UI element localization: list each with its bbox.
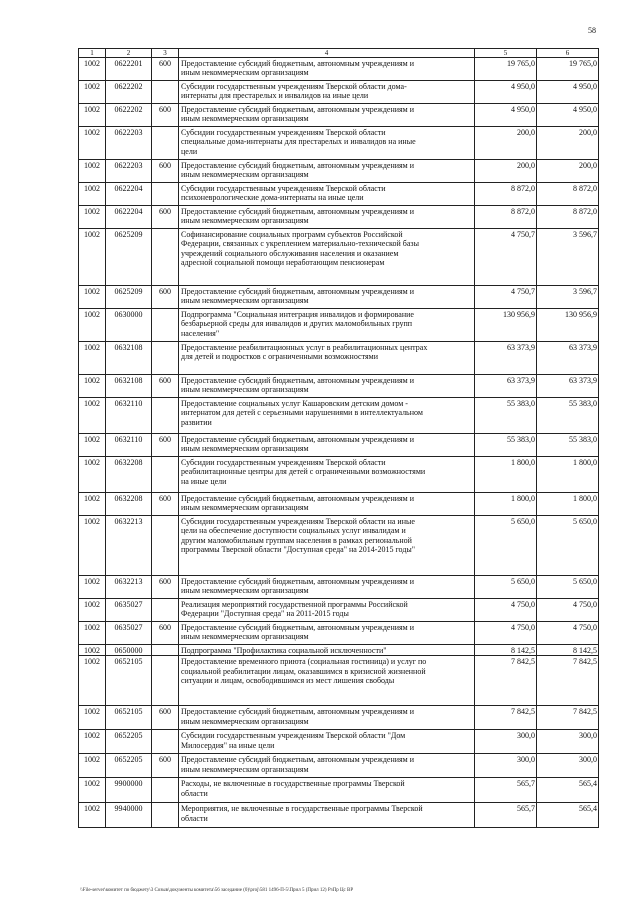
table-row [79, 622, 599, 645]
target-article-cell: 0625209 [106, 229, 152, 286]
amount-1-cell: 63 373,9 [475, 342, 537, 375]
description-cell: Субсидии государственным учреждениям Тверской области "Дом Милосердия" на иные цели [179, 730, 475, 754]
amount-2-cell: 3 596,7 [537, 286, 599, 309]
amount-1-cell: 4 750,0 [475, 599, 537, 622]
section-code-cell: 1002 [79, 160, 106, 183]
section-code-cell: 1002 [79, 206, 106, 229]
table-row [79, 183, 599, 206]
expense-type-cell [152, 127, 179, 160]
amount-2-cell: 8 142,5 [537, 645, 599, 656]
expense-type-cell [152, 398, 179, 434]
description-cell: Предоставление субсидий бюджетным, автономным учреждениям и иным некоммерческим организациям [179, 493, 475, 516]
section-code-cell: 1002 [79, 803, 106, 828]
amount-1-cell: 1 800,0 [475, 457, 537, 493]
table-row [79, 754, 599, 778]
amount-2-cell: 565,4 [537, 778, 599, 803]
amount-2-cell: 565,4 [537, 803, 599, 828]
expense-type-cell: 600 [152, 160, 179, 183]
section-code-cell: 1002 [79, 493, 106, 516]
amount-1-cell: 55 383,0 [475, 398, 537, 434]
section-code-cell: 1002 [79, 434, 106, 457]
section-code-cell: 1002 [79, 457, 106, 493]
expense-type-cell [152, 229, 179, 286]
description-cell: Предоставление субсидий бюджетным, автономным учреждениям и иным некоммерческим организациям [179, 160, 475, 183]
expense-type-cell [152, 309, 179, 342]
amount-1-cell: 300,0 [475, 730, 537, 754]
target-article-cell: 0622203 [106, 160, 152, 183]
amount-2-cell: 4 750,0 [537, 622, 599, 645]
table-row [79, 645, 599, 656]
section-code-cell: 1002 [79, 730, 106, 754]
description-cell: Субсидии государственным учреждениям Тверской области специальные дома-интернаты для престарелых и инвалидов на иные цели [179, 127, 475, 160]
section-code-cell: 1002 [79, 127, 106, 160]
amount-1-cell: 1 800,0 [475, 493, 537, 516]
target-article-cell: 0625209 [106, 286, 152, 309]
section-code-cell: 1002 [79, 286, 106, 309]
target-article-cell: 0652105 [106, 656, 152, 706]
amount-1-cell: 8 872,0 [475, 183, 537, 206]
amount-2-cell: 63 373,9 [537, 342, 599, 375]
section-code-cell: 1002 [79, 342, 106, 375]
description-cell: Подпрограмма "Социальная интеграция инвалидов и формирование безбарьерной среды для инвалидов и других маломобильных групп населения" [179, 309, 475, 342]
section-code-cell: 1002 [79, 778, 106, 803]
target-article-cell: 0632213 [106, 576, 152, 599]
expense-type-cell: 600 [152, 286, 179, 309]
section-code-cell: 1002 [79, 656, 106, 706]
table-row [79, 160, 599, 183]
target-article-cell: 0632208 [106, 457, 152, 493]
target-article-cell: 0622203 [106, 127, 152, 160]
amount-1-cell: 4 950,0 [475, 104, 537, 127]
page-number: 58 [588, 26, 596, 35]
expense-type-cell [152, 342, 179, 375]
table-row [79, 576, 599, 599]
section-code-cell: 1002 [79, 183, 106, 206]
header-cell-section: 1 [79, 49, 106, 58]
budget-table [78, 48, 599, 828]
description-cell: Расходы, не включенные в государственные программы Тверской области [179, 778, 475, 803]
amount-2-cell: 300,0 [537, 730, 599, 754]
description-cell: Подпрограмма "Профилактика социальной исключенности" [179, 645, 475, 656]
expense-type-cell [152, 656, 179, 706]
table-row [79, 778, 599, 803]
amount-2-cell: 4 950,0 [537, 104, 599, 127]
expense-type-cell [152, 778, 179, 803]
amount-1-cell: 5 650,0 [475, 576, 537, 599]
section-code-cell: 1002 [79, 104, 106, 127]
target-article-cell: 0632108 [106, 342, 152, 375]
target-article-cell: 0650000 [106, 645, 152, 656]
target-article-cell: 0632213 [106, 516, 152, 576]
table-row [79, 104, 599, 127]
description-cell: Софинансирование социальных программ субъектов Российской Федерации, связанных с укреплением материально-технической базы учреждений социального обслуживания населения и оказанием адресной социальной помощи неработающим пенсионерам [179, 229, 475, 286]
target-article-cell: 0622202 [106, 81, 152, 104]
description-cell: Субсидии государственным учреждениям Тверской области на иные цели на обеспечение доступности социальных услуг инвалидам и другим маломобильным группам населения в рамках региональной программы Тверской области "Доступная среда" на 2014-2015 годы" [179, 516, 475, 576]
amount-2-cell: 300,0 [537, 754, 599, 778]
target-article-cell: 0630000 [106, 309, 152, 342]
table-row [79, 730, 599, 754]
section-code-cell: 1002 [79, 398, 106, 434]
section-code-cell: 1002 [79, 229, 106, 286]
description-cell: Предоставление субсидий бюджетным, автономным учреждениям и иным некоммерческим организациям [179, 286, 475, 309]
expense-type-cell: 600 [152, 375, 179, 398]
section-code-cell: 1002 [79, 81, 106, 104]
expense-type-cell [152, 457, 179, 493]
expense-type-cell: 600 [152, 493, 179, 516]
expense-type-cell: 600 [152, 58, 179, 81]
table-row [79, 206, 599, 229]
amount-1-cell: 200,0 [475, 127, 537, 160]
section-code-cell: 1002 [79, 576, 106, 599]
table-row [79, 656, 599, 706]
table-row [79, 309, 599, 342]
section-code-cell: 1002 [79, 599, 106, 622]
amount-2-cell: 8 872,0 [537, 183, 599, 206]
target-article-cell: 0652205 [106, 730, 152, 754]
target-article-cell: 0622204 [106, 206, 152, 229]
amount-1-cell: 4 950,0 [475, 81, 537, 104]
section-code-cell: 1002 [79, 706, 106, 730]
description-cell: Субсидии государственным учреждениям Тверской области психоневрологические дома-интернаты на иные цели [179, 183, 475, 206]
amount-2-cell: 1 800,0 [537, 457, 599, 493]
section-code-cell: 1002 [79, 754, 106, 778]
target-article-cell: 9900000 [106, 778, 152, 803]
expense-type-cell: 600 [152, 706, 179, 730]
expense-type-cell [152, 183, 179, 206]
expense-type-cell: 600 [152, 754, 179, 778]
expense-type-cell [152, 730, 179, 754]
description-cell: Предоставление субсидий бюджетным, автономным учреждениям и иным некоммерческим организациям [179, 576, 475, 599]
amount-2-cell: 200,0 [537, 127, 599, 160]
section-code-cell: 1002 [79, 516, 106, 576]
table-row [79, 229, 599, 286]
header-cell-amount-1: 5 [475, 49, 537, 58]
target-article-cell: 0632208 [106, 493, 152, 516]
amount-1-cell: 8 872,0 [475, 206, 537, 229]
amount-2-cell: 5 650,0 [537, 576, 599, 599]
header-cell-target-article: 2 [106, 49, 152, 58]
table-row [79, 803, 599, 828]
amount-1-cell: 63 373,9 [475, 375, 537, 398]
amount-1-cell: 19 765,0 [475, 58, 537, 81]
description-cell: Предоставление субсидий бюджетным, автономным учреждениям и иным некоммерческим организациям [179, 434, 475, 457]
section-code-cell: 1002 [79, 375, 106, 398]
target-article-cell: 9940000 [106, 803, 152, 828]
expense-type-cell [152, 599, 179, 622]
amount-1-cell: 565,7 [475, 803, 537, 828]
amount-2-cell: 3 596,7 [537, 229, 599, 286]
target-article-cell: 0652205 [106, 754, 152, 778]
amount-1-cell: 5 650,0 [475, 516, 537, 576]
description-cell: Предоставление субсидий бюджетным, автономным учреждениям и иным некоммерческим организациям [179, 104, 475, 127]
description-cell: Субсидии государственным учреждениям Тверской области дома- интернаты для престарелых и инвалидов на иные цели [179, 81, 475, 104]
table-row [79, 706, 599, 730]
header-row [79, 49, 599, 58]
header-cell-expense-type: 3 [152, 49, 179, 58]
table-row [79, 58, 599, 81]
amount-1-cell: 565,7 [475, 778, 537, 803]
amount-1-cell: 4 750,0 [475, 622, 537, 645]
amount-2-cell: 130 956,9 [537, 309, 599, 342]
description-cell: Предоставление социальных услуг Кашаровским детским домом - интернатом для детей с серьезными нарушениями в интеллектуальном развитии [179, 398, 475, 434]
amount-2-cell: 1 800,0 [537, 493, 599, 516]
target-article-cell: 0635027 [106, 599, 152, 622]
description-cell: Предоставление субсидий бюджетным, автономным учреждениям и иным некоммерческим организациям [179, 622, 475, 645]
table-row [79, 286, 599, 309]
table-row [79, 127, 599, 160]
amount-1-cell: 55 383,0 [475, 434, 537, 457]
amount-2-cell: 55 383,0 [537, 434, 599, 457]
table-row [79, 493, 599, 516]
target-article-cell: 0632108 [106, 375, 152, 398]
target-article-cell: 0622204 [106, 183, 152, 206]
amount-2-cell: 7 842,5 [537, 706, 599, 730]
target-article-cell: 0632110 [106, 398, 152, 434]
section-code-cell: 1002 [79, 58, 106, 81]
table-row [79, 398, 599, 434]
description-cell: Предоставление субсидий бюджетным, автономным учреждениям и иным некоммерческим организациям [179, 706, 475, 730]
amount-2-cell: 200,0 [537, 160, 599, 183]
expense-type-cell: 600 [152, 434, 179, 457]
table-row [79, 457, 599, 493]
expense-type-cell: 600 [152, 104, 179, 127]
amount-1-cell: 300,0 [475, 754, 537, 778]
expense-type-cell [152, 803, 179, 828]
description-cell: Мероприятия, не включенные в государственные программы Тверской области [179, 803, 475, 828]
section-code-cell: 1002 [79, 309, 106, 342]
amount-1-cell: 7 842,5 [475, 706, 537, 730]
expense-type-cell: 600 [152, 622, 179, 645]
amount-2-cell: 55 383,0 [537, 398, 599, 434]
description-cell: Предоставление субсидий бюджетным, автономным учреждениям и иным некоммерческим организациям [179, 58, 475, 81]
amount-2-cell: 19 765,0 [537, 58, 599, 81]
description-cell: Предоставление временного приюта (социальная гостиница) и услуг по социальной реабилитации лицам, оказавшимся в кризисной жизненной ситуации и лицам, освободившимся из мест лишения свободы [179, 656, 475, 706]
table-row [79, 516, 599, 576]
target-article-cell: 0652105 [106, 706, 152, 730]
description-cell: Субсидии государственным учреждениям Тверской области реабилитационные центры для детей с ограниченными возможностями на иные цели [179, 457, 475, 493]
table-row [79, 599, 599, 622]
target-article-cell: 0622202 [106, 104, 152, 127]
section-code-cell: 1002 [79, 645, 106, 656]
table-row [79, 434, 599, 457]
description-cell: Предоставление реабилитационных услуг в реабилитационных центрах для детей и подростков с ограниченными возможностями [179, 342, 475, 375]
description-cell: Предоставление субсидий бюджетным, автономным учреждениям и иным некоммерческим организациям [179, 206, 475, 229]
amount-1-cell: 4 750,7 [475, 286, 537, 309]
amount-1-cell: 7 842,5 [475, 656, 537, 706]
amount-2-cell: 4 950,0 [537, 81, 599, 104]
amount-2-cell: 5 650,0 [537, 516, 599, 576]
description-cell: Реализация мероприятий государственной программы Российской Федерации "Доступная среда" на 2011-2015 годы [179, 599, 475, 622]
amount-2-cell: 63 373,9 [537, 375, 599, 398]
target-article-cell: 0622201 [106, 58, 152, 81]
description-cell: Предоставление субсидий бюджетным, автономным учреждениям и иным некоммерческим организациям [179, 375, 475, 398]
amount-1-cell: 8 142,5 [475, 645, 537, 656]
expense-type-cell [152, 81, 179, 104]
amount-1-cell: 4 750,7 [475, 229, 537, 286]
header-cell-amount-2: 6 [537, 49, 599, 58]
amount-2-cell: 8 872,0 [537, 206, 599, 229]
amount-2-cell: 4 750,0 [537, 599, 599, 622]
expense-type-cell: 600 [152, 206, 179, 229]
table-row [79, 375, 599, 398]
table-row [79, 342, 599, 375]
target-article-cell: 0635027 [106, 622, 152, 645]
amount-2-cell: 7 842,5 [537, 656, 599, 706]
amount-1-cell: 200,0 [475, 160, 537, 183]
description-cell: Предоставление субсидий бюджетным, автономным учреждениям и иным некоммерческим организациям [179, 754, 475, 778]
expense-type-cell: 600 [152, 576, 179, 599]
expense-type-cell [152, 645, 179, 656]
table-row [79, 81, 599, 104]
expense-type-cell [152, 516, 179, 576]
amount-1-cell: 130 956,9 [475, 309, 537, 342]
file-path-footer: \\File-server\комитет по бюджету\3 Созыв\документы комитета\56 заседание (0)\proj\581 1496-П-5\Прил 5 (Прил 12) РзПр Цс ВР [80, 888, 354, 893]
header-cell-description: 4 [179, 49, 475, 58]
section-code-cell: 1002 [79, 622, 106, 645]
target-article-cell: 0632110 [106, 434, 152, 457]
